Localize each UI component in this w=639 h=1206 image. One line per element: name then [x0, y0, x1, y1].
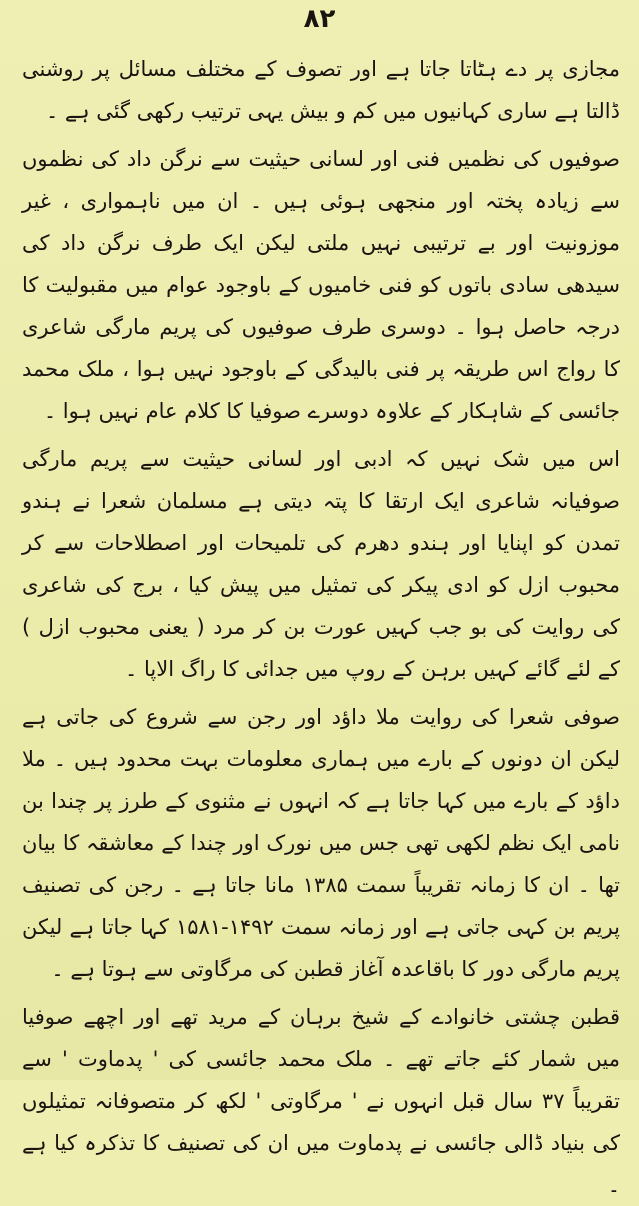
paragraph	[22, 438, 620, 690]
paragraph	[22, 996, 620, 1206]
paragraph-text: صوفی شعرا کی روایت ملا داؤد اور رجن سے شروع کی جاتی ہے لیکن ان دونوں کے بارے میں ہماری معلومات بہت محدود ہیں ۔ ملا داؤد کے بارے میں کہا جاتا ہے کہ انہوں نے مثنوی کے طرز پر چندا بن نامی ایک نظم لکھی تھی جس میں نورک اور چندا کے معاشقہ کا بیان تھا ۔ ان کا زمانہ تقریباً سمت ۱۳۸۵ مانا جاتا ہے ۔ رجن کی تصنیف پریم بن کہی جاتی ہے اور زمانہ سمت ۱۴۹۲-۱۵۸۱ کہا جاتا ہے لیکن پریم مارگی دور کا باقاعدہ آغاز قطبن کی مرگاوتی سے ہوتا ہے ۔	[22, 705, 620, 981]
paragraph	[22, 138, 620, 432]
paragraph-text: قطبن چشتی خانوادے کے شیخ برہان کے مرید تھے اور اچھے صوفیا میں شمار کئے جاتے تھے ۔ ملک محمد جائسی کی ' پدماوت ' سے تقریباً ۳۷ سال قبل انہوں نے ' مرگاوتی ' لکھ کر متصوفانہ تمثیلوں کی بنیاد ڈالی جائسی نے پدماوت میں ان کی تصنیف کا تذکرہ کیا ہے ۔	[22, 1005, 621, 1197]
page-number: ۸۲	[303, 4, 336, 34]
paragraph	[22, 696, 620, 990]
paragraph-text: اس میں شک نہیں کہ ادبی اور لسانی حیثیت سے پریم مارگی صوفیانہ شاعری ایک ارتقا کا پتہ دیتی ہے مسلمان شعرا نے ہندو تمدن کو اپنایا اور ہندو دھرم کی تلمیحات اور اصطلاحات سے کر محبوب ازل کو ادی پیکر کی تمثیل میں پیش کیا ، برج کی شاعری کی روایت کی بو جب کہیں عورت بن کر مرد ( یعنی محبوب ازل ) کے لئے گائے کہیں برہن کے روپ میں جدائی کا راگ الاپا ۔	[22, 447, 620, 681]
body-text	[22, 48, 620, 1206]
paragraph	[22, 48, 620, 132]
paragraph-text: مجازی پر دے ہٹاتا جاتا ہے اور تصوف کے مختلف مسائل پر روشنی ڈالتا ہے ساری کہانیوں میں کم و بیش یہی ترتیب رکھی گئی ہے ۔	[22, 57, 620, 123]
paragraph-text: صوفیوں کی نظمیں فنی اور لسانی حیثیت سے نرگن داد کی نظموں سے زیادہ پختہ اور منجھی ہوئی ہیں ۔ ان میں ناہمواری ، غیر موزونیت اور بے ترتیبی نہیں ملتی لیکن ایک طرف نرگن داد کی سیدھی سادی باتوں کو فنی خامیوں کے باوجود عوام میں مقبولیت کا درجہ حاصل ہوا ۔ دوسری طرف صوفیوں کی پریم مارگی شاعری کا رواج اس طریقہ پر فنی بالیدگی کے باوجود نہیں ہوا ، ملک محمد جائسی کے شاہکار کے علاوہ دوسرے صوفیا کا کلام عام نہیں ہوا ۔	[22, 147, 620, 423]
